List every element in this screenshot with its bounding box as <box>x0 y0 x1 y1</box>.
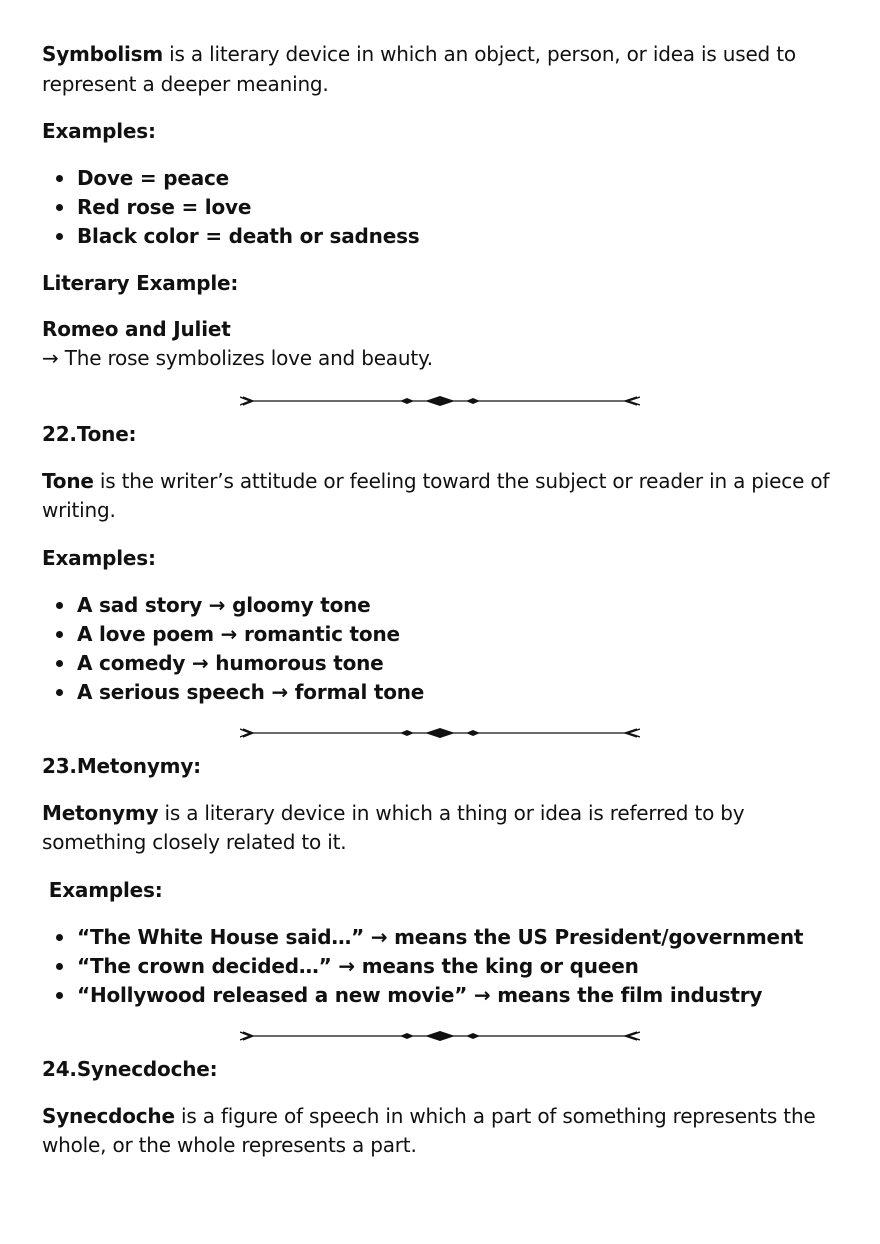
metonymy-examples-list <box>42 923 842 1010</box>
list-item: “Hollywood released a new movie” → means the film industry <box>42 981 842 1010</box>
metonymy-definition <box>42 799 842 858</box>
divider-ornament-icon <box>240 1029 640 1043</box>
ornamental-divider <box>0 726 880 740</box>
list-item: A love poem → romantic tone <box>42 620 842 649</box>
list-item: “The crown decided…” → means the king or queen <box>42 952 842 981</box>
document-page <box>42 38 842 1161</box>
list-item: “The White House said…” → means the US President/government <box>42 923 842 952</box>
work-note: → The rose symbolizes love and beauty. <box>42 346 433 370</box>
list-item: A serious speech → formal tone <box>42 678 842 707</box>
work-title: Romeo and Juliet <box>42 317 231 341</box>
tone-definition-text: is the writer’s attitude or feeling toward the subject or reader in a piece of writing. <box>42 468 830 522</box>
symbolism-term: Symbolism <box>42 42 163 66</box>
ornamental-divider <box>0 394 880 408</box>
tone-heading: 22.Tone: <box>42 421 137 446</box>
tone-definition <box>42 467 842 526</box>
tone-examples-heading: Examples: <box>42 545 156 570</box>
list-item: Red rose = love <box>42 193 842 222</box>
metonymy-heading: 23.Metonymy: <box>42 753 201 778</box>
symbolism-examples-heading: Examples: <box>42 119 156 143</box>
symbolism-definition <box>42 40 842 99</box>
synecdoche-heading: 24.Synecdoche: <box>42 1056 218 1081</box>
synecdoche-term: Synecdoche <box>42 1103 175 1128</box>
literary-example-heading: Literary Example: <box>42 271 239 295</box>
tone-examples-list <box>42 591 842 707</box>
synecdoche-definition-text: is a figure of speech in which a part of something represents the whole, or the whole represents a part. <box>42 1103 816 1157</box>
metonymy-definition-text: is a literary device in which a thing or idea is referred to by something closely related to it. <box>42 800 745 854</box>
divider-ornament-icon <box>240 394 640 408</box>
ornamental-divider <box>0 1029 880 1043</box>
list-item: A sad story → gloomy tone <box>42 591 842 620</box>
divider-ornament-icon <box>240 726 640 740</box>
list-item: A comedy → humorous tone <box>42 649 842 678</box>
metonymy-examples-heading: Examples: <box>42 877 163 902</box>
list-item: Black color = death or sadness <box>42 222 842 251</box>
symbolism-definition-text: is a literary device in which an object, person, or idea is used to represent a deeper meaning. <box>42 42 796 96</box>
symbolism-examples-list <box>42 164 842 251</box>
tone-term: Tone <box>42 468 94 493</box>
list-item: Dove = peace <box>42 164 842 193</box>
synecdoche-definition <box>42 1102 842 1161</box>
metonymy-term: Metonymy <box>42 800 159 825</box>
